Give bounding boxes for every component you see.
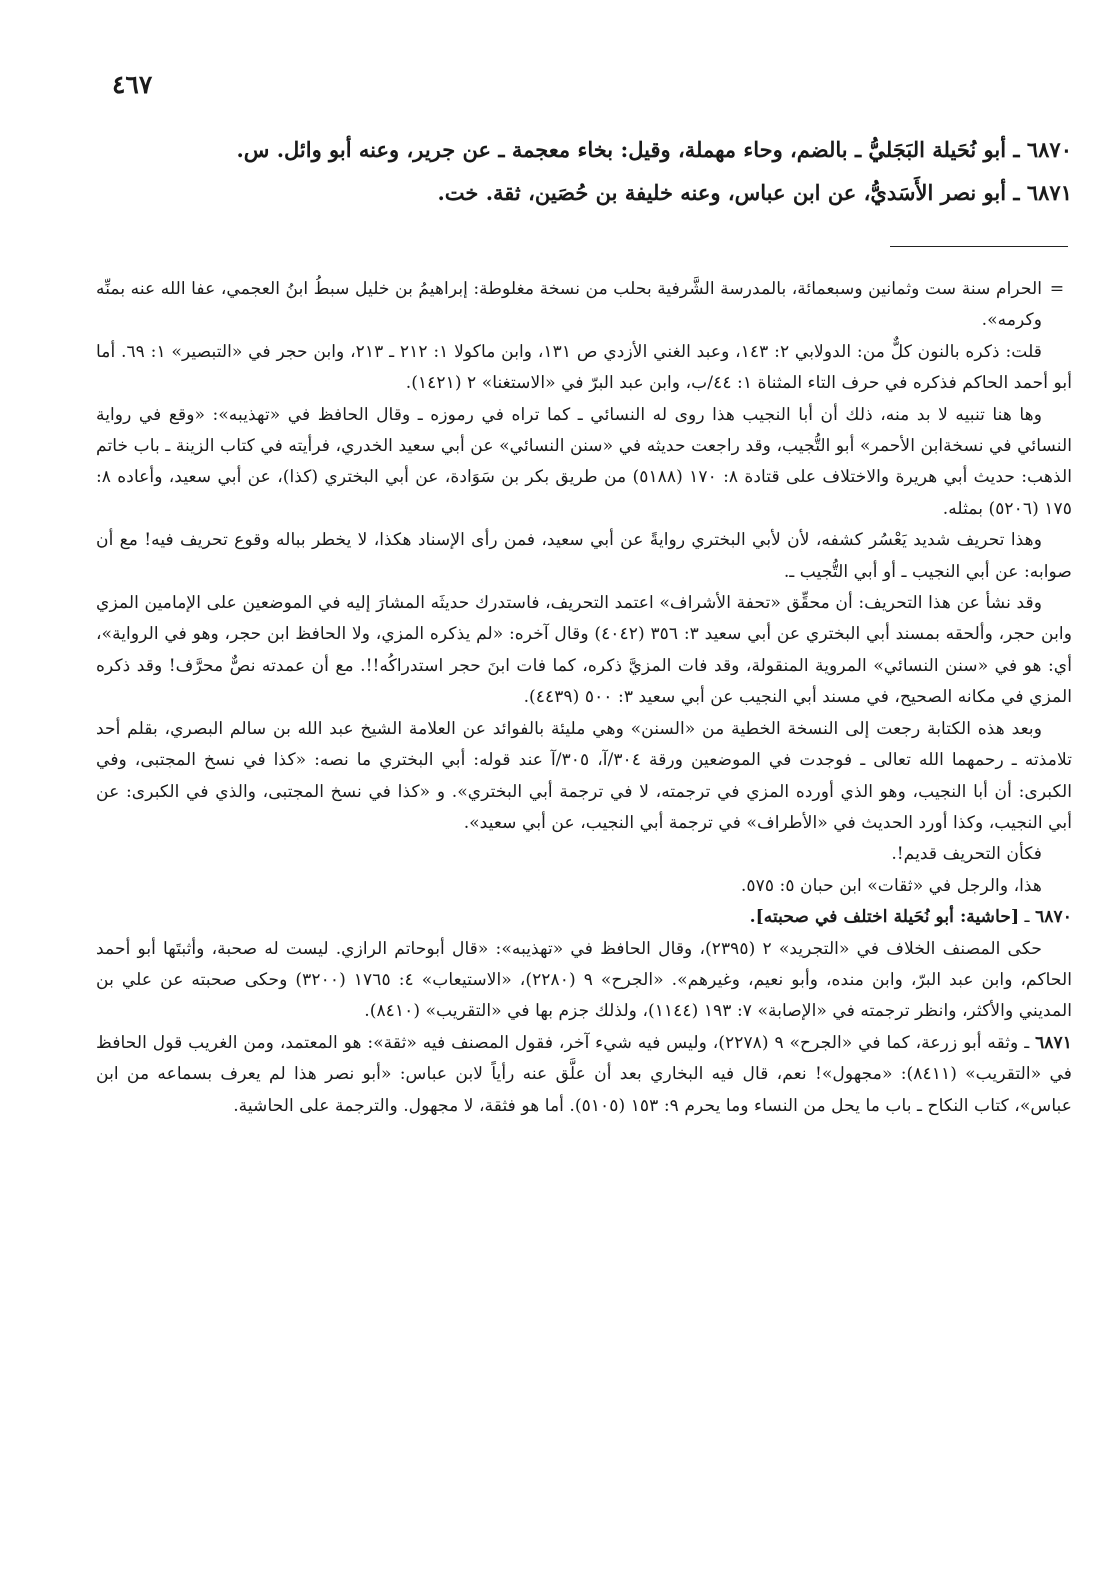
gloss-separator: ـ bbox=[1019, 907, 1036, 928]
entry-6871: ٦٨٧١ ـ أبو نصر الأَسَديُّ، عن ابن عباس، وعنه خليفة بن حُصَين، ثقة. خت. bbox=[437, 180, 1072, 205]
gloss-title: [حاشية: أبو نُحَيلة اختلف في صحبته]. bbox=[749, 907, 1020, 928]
note-number: ٦٨٧١ bbox=[1035, 1032, 1072, 1053]
footnote-paragraph: وها هنا تنبيه لا بد منه، ذلك أن أبا النجيب هذا روى له النسائي ـ كما تراه في رموزه ـ وقال الحافظ في «تهذيبه»: «وقع في رواية النسائي في نسخةابن الأحمر» أبو التُّجيب، وقد راجعت حديثه في «سنن النسائي» عن أبي سعيد الخدري، فرأيته في كتاب الزينة ـ باب خاتم الذهب: حديث أبي هريرة والاختلاف على قتادة ٨: ١٧٠ (٥١٨٨) من طريق بكر بن سَوَادة، عن أبي البختري (كذا)، عن أبي سعيد، وأعاده ٨: ١٧٥ (٥٢٠٦) بمثله. bbox=[96, 404, 1072, 519]
footnote-6871 bbox=[96, 1028, 1072, 1122]
footnote-paragraph: وقد نشأ عن هذا التحريف: أن محقِّق «تحفة الأشراف» اعتمد التحريف، فاستدرك حديثَه المشارَ إليه في الموضعين على الإمامين المزي وابن حجر، وألحقه بمسند أبي البختري عن أبي سعيد ٣: ٣٥٦ (٤٠٤٢) وقال آخره: «لم يذكره المزي، ولا الحافظ ابن حجر، وهو في الرواية»، أي: هو في «سنن النسائي» المروية المنقولة، وقد فات المزيَّ ذكره، كما فات ابنَ حجر استدراكُه!!. مع أن عمدته نصٌّ محرَّف! وقد ذكره المزي في مكانه الصحيح، في مسند أبي النجيب عن أبي سعيد ٣: ٥٠٠ (٤٤٣٩). bbox=[96, 593, 1073, 708]
footnote-continuation bbox=[96, 274, 1072, 337]
footnote-paragraph: وهذا تحريف شديد يَعْسُر كشفه، لأن لأبي البختري روايةً عن أبي سعيد، فمن رأى الإسناد هكذا، لا يخطر بباله وقوع تحريف فيه! مع أن صوابه: عن أبي النجيب ـ أو أبي التُّجيب ـ. bbox=[96, 530, 1072, 582]
note-separator: ـ bbox=[1018, 1032, 1036, 1053]
gloss-heading-6870 bbox=[96, 902, 1072, 933]
footnote-separator bbox=[890, 246, 1068, 247]
footnote-paragraph: فكأن التحريف قديم!. bbox=[891, 844, 1042, 865]
footnotes bbox=[96, 274, 1072, 1122]
footnote-paragraph: قلت: ذكره بالنون كلٌّ من: الدولابي ٢: ١٤٣، وعبد الغني الأزدي ص ١٣١، وابن ماكولا ١: ٢١٢ ـ ٢١٣، وابن حجر في «التبصير» ١: ٦٩. أما أبو أحمد الحاكم فذكره في حرف التاء المثناة ١: ٤٤/ب، وابن عبد البرّ في «الاستغنا» ٢ (١٤٢١). bbox=[96, 341, 1072, 394]
continuation-text: الحرام سنة ست وثمانين وسبعمائة، بالمدرسة الشَّرفية بحلب من نسخة مغلوطة: إبراهيمُ بن خليل سبطُ ابنُ العجمي، عفا الله عنه بمنِّه وكرمه». bbox=[96, 279, 1042, 331]
page-number: ٤٦٧ bbox=[112, 70, 153, 99]
main-entries bbox=[110, 128, 1072, 214]
entry-6870: ٦٨٧٠ ـ أبو نُحَيلة البَجَليُّ ـ بالضم، وحاء مهملة، وقيل: بخاء معجمة ـ عن جرير، وعنه أبو وائل. س. bbox=[236, 137, 1072, 162]
gloss-number: ٦٨٧٠ bbox=[1035, 907, 1072, 928]
footnote-paragraph-6870: حكى المصنف الخلاف في «التجريد» ٢ (٢٣٩٥)، وقال الحافظ في «تهذيبه»: «قال أبوحاتم الرازي. ليست له صحبة، وأثبتَها أبو أحمد الحاكم، وابن عبد البرّ، وابن منده، وأبو نعيم، وغيرهم». «الجرح» ٩ (٢٢٨٠)، «الاستيعاب» ٤: ١٧٦٥ (٣٢٠٠) وحكى صحبته عن علي بن المديني والأكثر، وانظر ترجمته في «الإصابة» ٧: ١٩٣ (١١٤٤)، ولذلك جزم بها في «التقريب» (٨٤١٠). bbox=[96, 938, 1072, 1022]
note-text: وثقه أبو زرعة، كما في «الجرح» ٩ (٢٢٧٨)، وليس فيه شيء آخر، فقول المصنف فيه «ثقة»: هو المعتمد، ومن الغريب قول الحافظ في «التقريب» (٨٤١١): «مجهول»! نعم، قال فيه البخاري بعد أن علَّق عنه رأياً لابن عباس: «أبو نصر هذا لم يعرف بسماعه من ابن عباس»، كتاب النكاح ـ باب ما يحل من النساء وما يحرم ٩: ١٥٣ (٥١٠٥). أما هو فثقة، لا مجهول. والترجمة على الحاشية. bbox=[96, 1032, 1072, 1116]
continuation-mark: = bbox=[1049, 279, 1065, 299]
footnote-paragraph: وبعد هذه الكتابة رجعت إلى النسخة الخطية من «السنن» وهي مليئة بالفوائد عن العلامة الشيخ عبد الله بن سالم البصري، بقلم أحد تلامذته ـ رحمهما الله تعالى ـ فوجدت في الموضعين ورقة ٣٠٤/آ، ٣٠٥/آ عند قوله: أبي البختري ما نصه: «كذا في نسخ المجتبى، وفي الكبرى: أن أبا النجيب، وهو الذي أورده المزي في ترجمته، لا في ترجمة أبي البختري». و «كذا في نسخ المجتبى، والذي في الكبرى: عن أبي النجيب، وكذا أورد الحديث في «الأطراف» في ترجمة أبي النجيب، عن أبي سعيد». bbox=[96, 718, 1073, 833]
footnote-paragraph: هذا، والرجل في «ثقات» ابن حبان ٥: ٥٧٥. bbox=[740, 875, 1042, 896]
